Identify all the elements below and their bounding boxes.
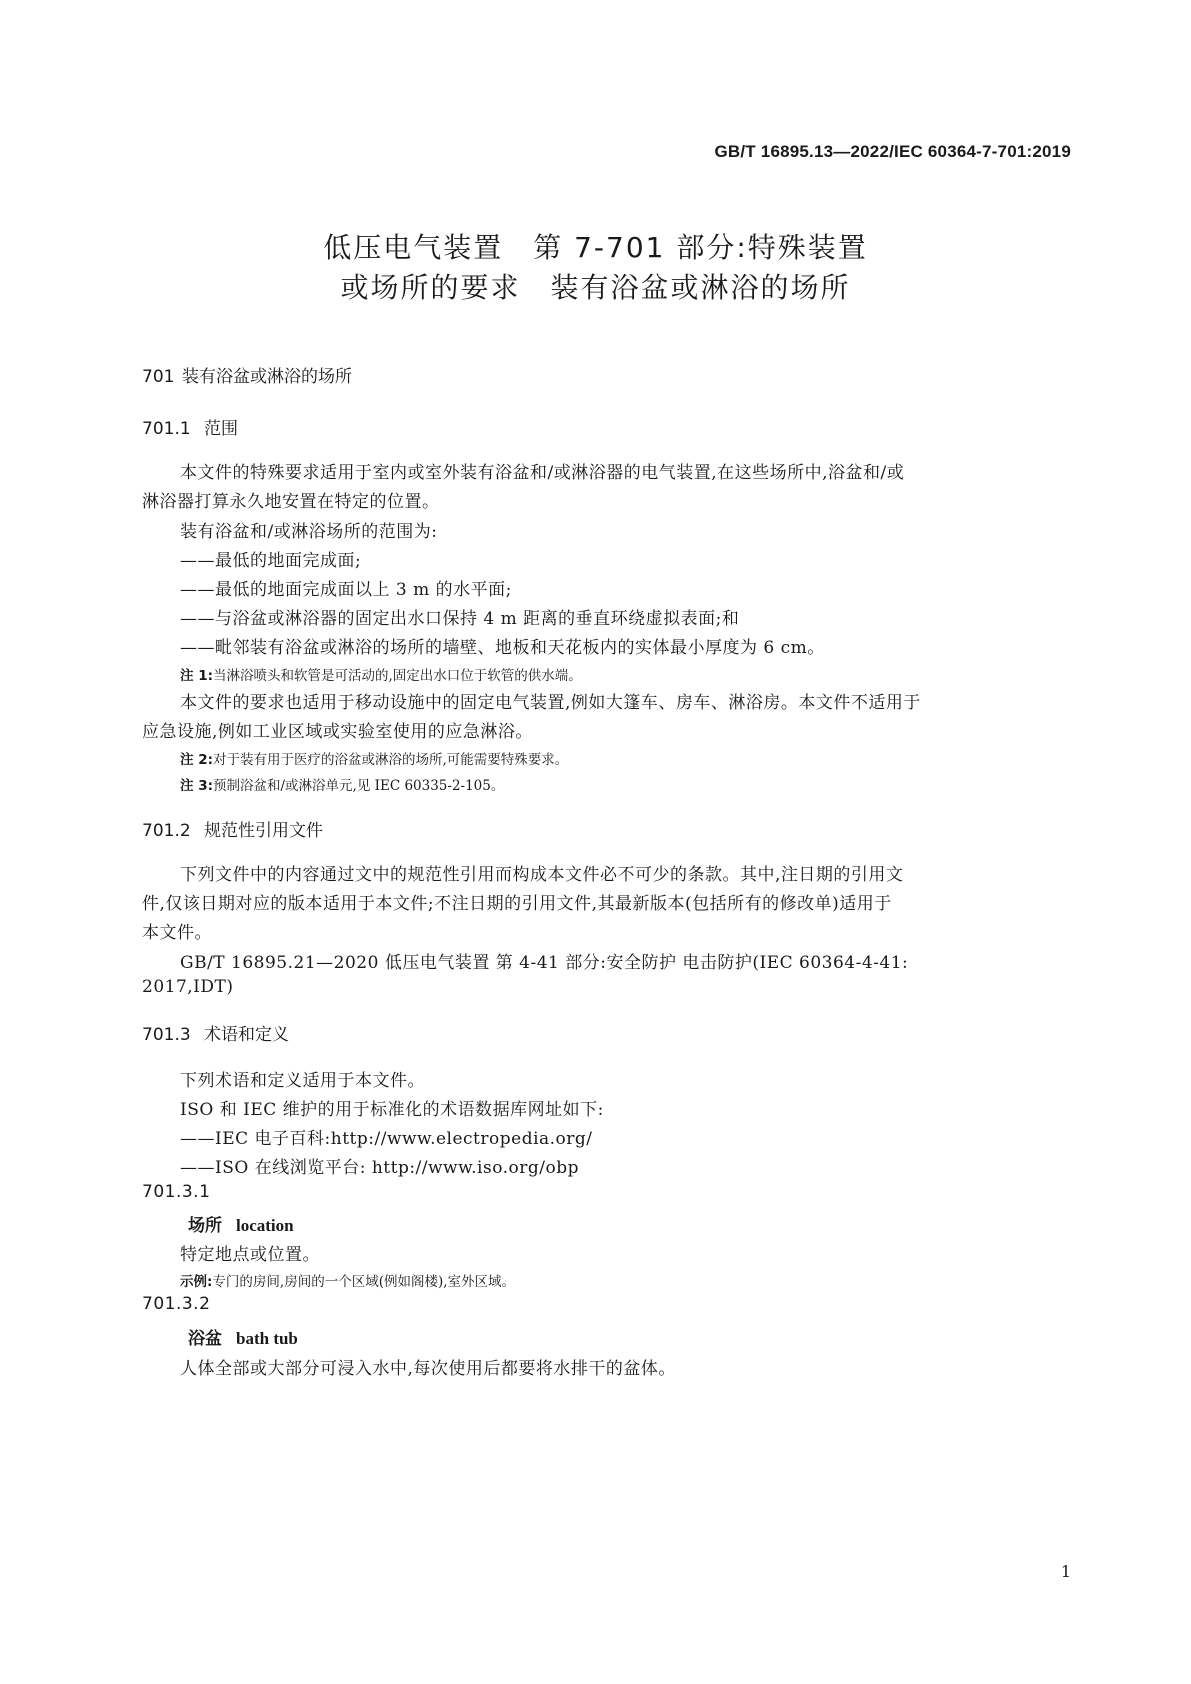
title-part: 或场所的要求 <box>340 271 521 304</box>
section-number: 701.2 <box>142 821 191 841</box>
list-item: ——与浴盆或淋浴器的固定出水口保持 4 m 距离的垂直环绕虚拟表面;和 <box>180 609 740 629</box>
section-title: 规范性引用文件 <box>204 821 323 841</box>
title-part: 装有浴盆或淋浴的场所 <box>550 271 851 304</box>
page-number: 1 <box>1060 1562 1071 1581</box>
term-definition: 人体全部或大部分可浸入水中,每次使用后都要将水排干的盆体。 <box>180 1359 676 1379</box>
note-label: 注 3: <box>180 778 213 794</box>
standard-code: GB/T 16895.13—2022/IEC 60364-7-701:2019 <box>714 142 1071 161</box>
paragraph-line: 下列文件中的内容通过文中的规范性引用而构成本文件必不可少的条款。其中,注日期的引用文 <box>180 865 904 885</box>
term-english: location <box>236 1216 294 1235</box>
title-part: 低压电气装置 <box>323 231 504 264</box>
section-heading-701-3 <box>142 1020 289 1045</box>
list-item: ——最低的地面完成面; <box>180 551 362 571</box>
section-heading-701-2 <box>142 816 323 841</box>
section-title: 范围 <box>204 419 238 439</box>
note-text: 预制浴盆和/或淋浴单元,见 IEC 60335-2-105。 <box>213 778 505 794</box>
example-text: 专门的房间,房间的一个区域(例如阁楼),室外区域。 <box>212 1274 516 1290</box>
note-1 <box>180 664 582 684</box>
term-chinese: 场所 <box>188 1216 222 1236</box>
term-definition: 特定地点或位置。 <box>180 1245 320 1265</box>
term-entry <box>188 1324 298 1349</box>
section-heading-701 <box>142 362 352 387</box>
list-item: ——最低的地面完成面以上 3 m 的水平面; <box>180 580 512 600</box>
note-label: 注 2: <box>180 752 213 768</box>
term-chinese: 浴盆 <box>188 1329 222 1349</box>
paragraph: 装有浴盆和/或淋浴场所的范围为: <box>180 522 438 542</box>
term-english: bath tub <box>236 1329 298 1348</box>
paragraph-line: 淋浴器打算永久地安置在特定的位置。 <box>142 492 440 512</box>
document-title-line-2 <box>0 266 1191 306</box>
section-heading-701-1 <box>142 414 238 439</box>
section-title: 术语和定义 <box>204 1025 289 1045</box>
example <box>180 1270 515 1290</box>
paragraph: ISO 和 IEC 维护的用于标准化的术语数据库网址如下: <box>180 1100 604 1120</box>
note-label: 注 1: <box>180 668 213 684</box>
paragraph: 下列术语和定义适用于本文件。 <box>180 1071 425 1091</box>
section-number: 701.1 <box>142 419 191 439</box>
section-title: 装有浴盆或淋浴的场所 <box>182 367 352 387</box>
paragraph-line: 本文件的要求也适用于移动设施中的固定电气装置,例如大篷车、房车、淋浴房。本文件不适用于 <box>180 693 921 713</box>
note-2 <box>180 748 568 768</box>
title-part: 第 7-701 部分:特殊装置 <box>533 231 868 264</box>
list-item: ——IEC 电子百科:http://www.electropedia.org/ <box>180 1129 593 1149</box>
term-number: 701.3.1 <box>142 1182 211 1202</box>
reference-line: GB/T 16895.21—2020 低压电气装置 第 4-41 部分:安全防护 电击防护(IEC 60364-4-41: <box>180 953 909 973</box>
section-number: 701 <box>142 367 175 387</box>
term-entry <box>188 1211 294 1236</box>
list-item: ——ISO 在线浏览平台: http://www.iso.org/obp <box>180 1158 580 1178</box>
note-3 <box>180 774 504 794</box>
note-text: 当淋浴喷头和软管是可活动的,固定出水口位于软管的供水端。 <box>213 668 582 684</box>
paragraph-line: 本文件的特殊要求适用于室内或室外装有浴盆和/或淋浴器的电气装置,在这些场所中,浴盆和/或 <box>180 463 905 483</box>
reference-line: 2017,IDT) <box>142 977 234 997</box>
term-number: 701.3.2 <box>142 1294 211 1314</box>
section-number: 701.3 <box>142 1025 191 1045</box>
example-label: 示例: <box>180 1274 213 1290</box>
paragraph-line: 本文件。 <box>142 923 212 943</box>
document-title-line-1 <box>0 226 1191 266</box>
note-text: 对于装有用于医疗的浴盆或淋浴的场所,可能需要特殊要求。 <box>213 752 569 768</box>
list-item: ——毗邻装有浴盆或淋浴的场所的墙壁、地板和天花板内的实体最小厚度为 6 cm。 <box>180 638 825 658</box>
paragraph-line: 件,仅该日期对应的版本适用于本文件;不注日期的引用文件,其最新版本(包括所有的修改单)适用于 <box>142 894 892 914</box>
paragraph-line: 应急设施,例如工业区域或实验室使用的应急淋浴。 <box>142 722 533 742</box>
